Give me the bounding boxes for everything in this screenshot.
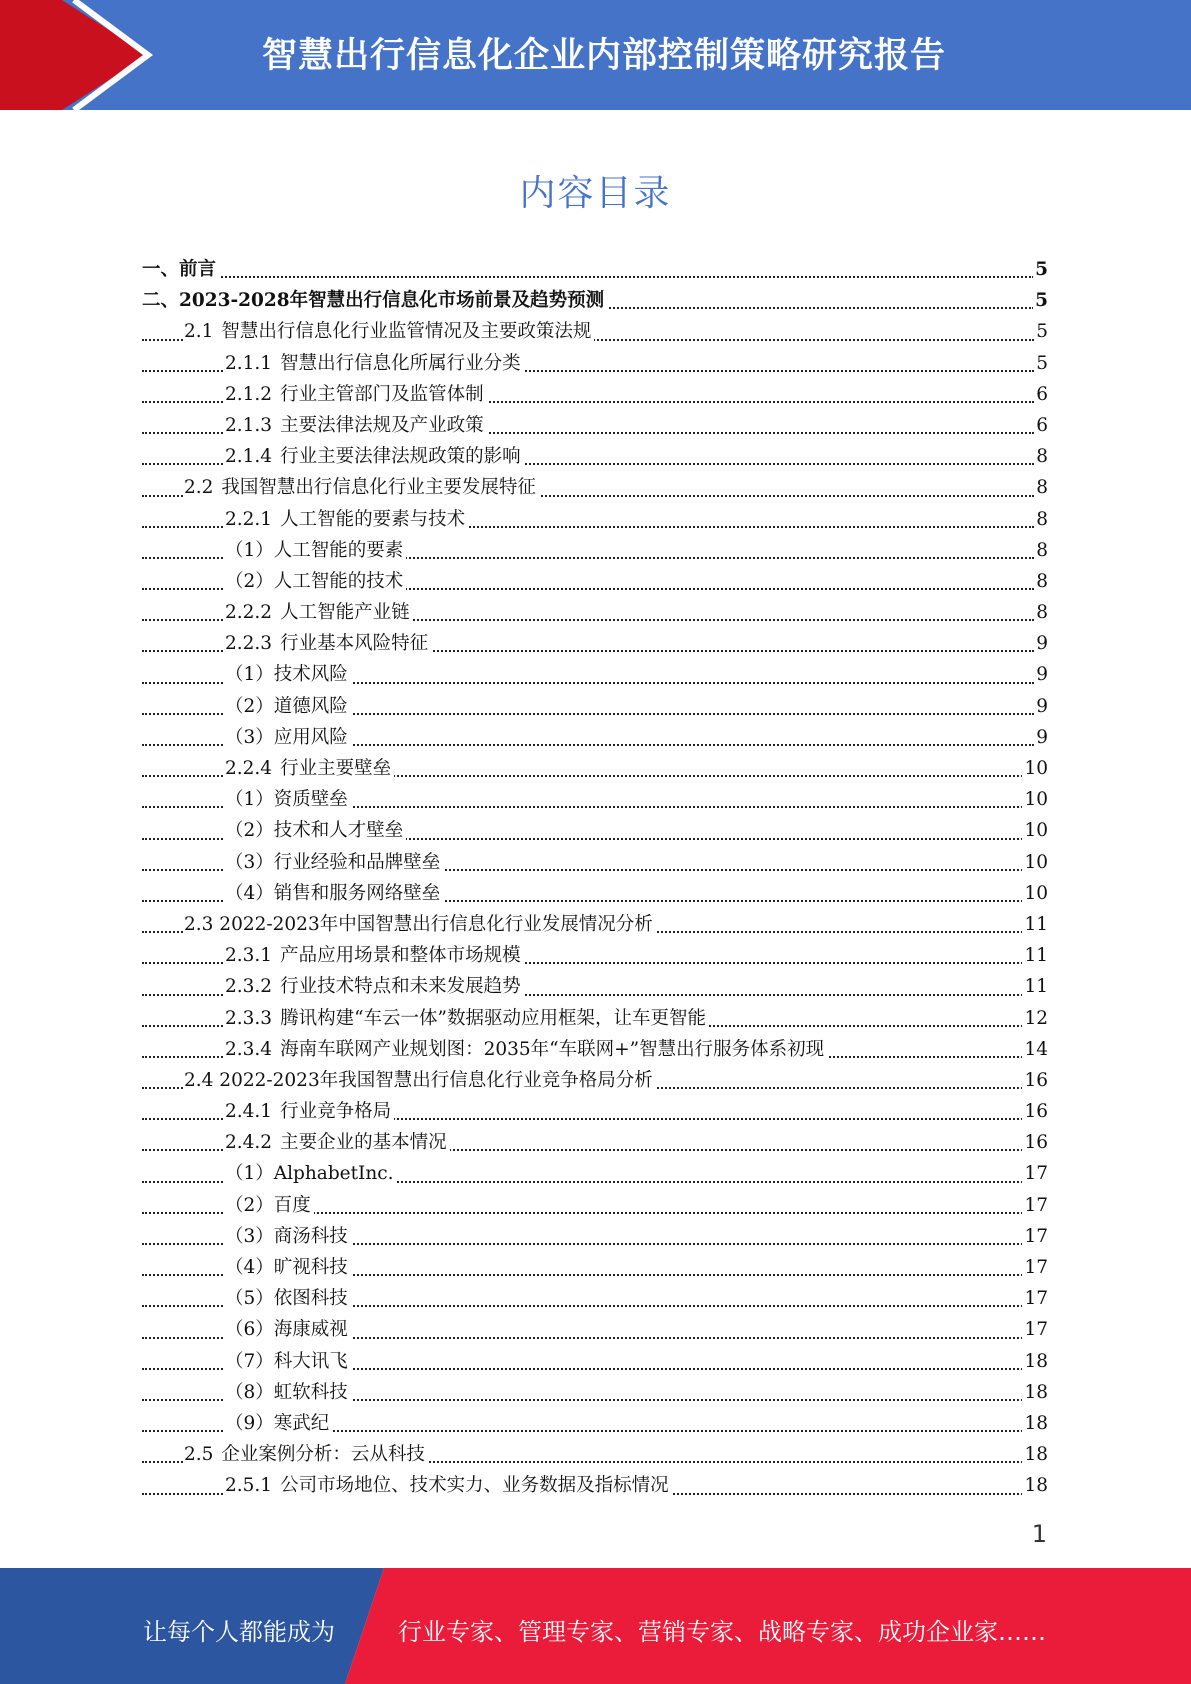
toc-entry-text: （4）旷视科技 <box>225 1257 348 1278</box>
toc-entry-number: 2.1.2 <box>225 383 273 405</box>
toc-entry[interactable] <box>142 1408 1048 1439</box>
toc-entry-number: 2.2.1 <box>225 508 273 530</box>
toc-entry-title <box>184 316 594 347</box>
toc-entry-text: （1）技术风险 <box>225 664 348 686</box>
toc-entry-title <box>225 628 431 659</box>
toc-entry-page: 17 <box>1022 1314 1048 1345</box>
toc-entry-title <box>225 1283 351 1314</box>
toc-entry-number: 2.4.1 <box>225 1101 273 1123</box>
toc-entry-title <box>225 1221 351 1252</box>
toc-entry-text: 腾讯构建“车云一体”数据驱动应用框架，让车更智能 <box>280 1007 706 1029</box>
toc-entry-number: 2.2.4 <box>225 758 273 779</box>
toc-entry-text: 公司市场地位、技术实力、业务数据及指标情况 <box>280 1475 669 1497</box>
toc-entry[interactable] <box>142 878 1048 909</box>
toc-entry[interactable] <box>142 691 1048 722</box>
toc-entry-text: （7）科大讯飞 <box>225 1350 348 1372</box>
toc-entry-text: （2）百度 <box>225 1194 311 1216</box>
toc-entry-page: 17 <box>1022 1190 1048 1221</box>
toc-entry-title <box>225 1127 450 1158</box>
toc-entry[interactable] <box>142 1314 1048 1345</box>
toc-entry-number: 2.2.3 <box>225 633 273 655</box>
toc-entry-page: 16 <box>1022 1096 1048 1127</box>
toc-entry[interactable] <box>142 1190 1048 1221</box>
toc-entry-page: 18 <box>1022 1346 1048 1377</box>
toc-entry-text: 我国智慧出行信息化行业主要发展特征 <box>221 477 536 499</box>
toc-entry-page: 8 <box>1034 504 1048 535</box>
toc-entry-title <box>225 722 351 753</box>
toc-entry-page: 8 <box>1034 441 1048 472</box>
toc-entry-text: 人工智能的要素与技术 <box>280 508 466 530</box>
toc-entry-text: 主要企业的基本情况 <box>280 1132 447 1154</box>
toc-entry[interactable] <box>142 1346 1048 1377</box>
toc-entry-page: 5 <box>1033 254 1048 285</box>
toc-entry-title <box>225 566 406 597</box>
toc-entry[interactable] <box>142 1034 1048 1065</box>
toc-entry-text: 行业主要法律法规政策的影响 <box>280 446 521 468</box>
toc-entry[interactable] <box>142 379 1048 410</box>
toc-entry[interactable] <box>142 535 1048 566</box>
toc-entry-title <box>225 1314 351 1345</box>
toc-entry-text: 主要法律法规及产业政策 <box>280 414 484 436</box>
toc-entry-text: 产品应用场景和整体市场规模 <box>280 945 521 967</box>
toc-entry-page: 11 <box>1022 940 1048 971</box>
toc-entry-page: 12 <box>1022 1003 1048 1034</box>
toc-entry[interactable] <box>142 1252 1048 1283</box>
toc-entry[interactable] <box>142 847 1048 878</box>
toc-entry-title <box>184 472 539 503</box>
toc-entry[interactable] <box>142 1158 1048 1189</box>
toc-entry-text: 智慧出行信息化所属行业分类 <box>280 352 521 374</box>
footer-banner <box>0 1568 1191 1684</box>
toc-entry-title <box>225 878 443 909</box>
toc-entry-title <box>225 1003 709 1034</box>
toc-entry-text: （6）海康威视 <box>225 1319 348 1341</box>
toc-entry-text: 2.4 2022-2023年我国智慧出行信息化行业竞争格局分析 <box>184 1069 653 1091</box>
toc-entry-text: 行业竞争格局 <box>280 1101 392 1123</box>
toc-entry-text: （9）寒武纪 <box>225 1412 330 1434</box>
toc-entry-number: 2.3.3 <box>225 1007 273 1029</box>
toc-entry-title <box>225 1190 314 1221</box>
toc-entry[interactable] <box>142 815 1048 846</box>
toc-entry-text: （2）道德风险 <box>225 695 348 717</box>
toc-entry-title <box>225 1252 351 1283</box>
toc-entry[interactable] <box>142 909 1048 940</box>
toc-entry-page: 8 <box>1034 535 1048 566</box>
toc-entry-text: 行业基本风险特征 <box>280 633 429 655</box>
toc-entry-page: 18 <box>1022 1470 1048 1501</box>
toc-entry-page: 5 <box>1033 285 1048 316</box>
dot-leader <box>142 276 1034 278</box>
toc-entry-text: 行业主要壁垒 <box>280 758 392 779</box>
toc-entry-number: 2.5 <box>184 1444 214 1466</box>
toc-entry-page: 8 <box>1034 566 1048 597</box>
toc-entry[interactable] <box>142 784 1048 815</box>
toc-entry-page: 8 <box>1034 597 1048 628</box>
toc-entry[interactable] <box>142 1127 1048 1158</box>
toc-entry-title <box>184 1065 656 1096</box>
toc-entry-title <box>225 971 524 1002</box>
toc-entry-number: 2.3.1 <box>225 945 273 967</box>
toc-entry-number: 2.1.4 <box>225 446 273 468</box>
header-banner <box>0 0 1191 110</box>
toc-entry-page: 9 <box>1034 628 1048 659</box>
toc-entry-text: 二、2023-2028年智慧出行信息化市场前景及趋势预测 <box>142 290 605 312</box>
toc-entry[interactable] <box>142 722 1048 753</box>
toc-entry-page: 10 <box>1022 847 1048 878</box>
toc-entry[interactable] <box>142 472 1048 503</box>
toc-entry[interactable] <box>142 753 1048 784</box>
toc-entry-text: （2）人工智能的技术 <box>225 570 404 592</box>
toc-entry-number: 2.1.3 <box>225 414 273 436</box>
toc-entry[interactable] <box>142 1439 1048 1470</box>
toc-entry-title <box>225 1408 332 1439</box>
toc-entry-page: 18 <box>1022 1408 1048 1439</box>
toc-entry[interactable] <box>142 940 1048 971</box>
page-number: 1 <box>1031 1520 1047 1548</box>
toc-entry[interactable] <box>142 1283 1048 1314</box>
toc-entry-page: 6 <box>1034 379 1048 410</box>
toc-entry-text: 人工智能产业链 <box>280 602 410 624</box>
toc-entry-text: 海南车联网产业规划图：2035年“车联网+”智慧出行服务体系初现 <box>280 1038 825 1060</box>
toc-entry-page: 11 <box>1022 909 1048 940</box>
toc-entry-page: 10 <box>1022 878 1048 909</box>
toc-entry-page: 9 <box>1034 691 1048 722</box>
toc-entry-text: 行业主管部门及监管体制 <box>280 383 484 405</box>
toc-entry-title <box>184 909 656 940</box>
toc-entry[interactable] <box>142 1377 1048 1408</box>
toc-entry-title <box>225 1377 351 1408</box>
toc-entry-number: 2.5.1 <box>225 1475 273 1497</box>
toc-entry-title <box>225 1346 351 1377</box>
toc-entry-text: （3）行业经验和品牌壁垒 <box>225 851 441 873</box>
toc-entry-text: （8）虹软科技 <box>225 1381 348 1403</box>
toc-entry-title <box>184 1439 428 1470</box>
toc-entry-title <box>225 535 406 566</box>
toc-entry-title <box>225 815 406 846</box>
toc-entry[interactable] <box>142 1221 1048 1252</box>
toc-entry-title <box>225 441 524 472</box>
toc-entry-number: 2.2 <box>184 477 214 499</box>
toc-entry-title <box>225 691 351 722</box>
toc-entry-number: 2.2.2 <box>225 602 273 624</box>
toc-entry-title <box>225 504 468 535</box>
toc-entry-title <box>225 784 351 815</box>
toc-entry-text: （3）应用风险 <box>225 726 348 748</box>
toc-entry-page: 10 <box>1022 784 1048 815</box>
table-of-contents <box>142 254 1048 1502</box>
toc-entry-title <box>142 254 219 285</box>
toc-entry-page: 9 <box>1034 659 1048 690</box>
toc-entry-text: （2）技术和人才壁垒 <box>225 820 404 842</box>
toc-entry-page: 8 <box>1034 472 1048 503</box>
toc-entry-title <box>225 379 487 410</box>
toc-entry-number: 2.1.1 <box>225 352 273 374</box>
toc-entry-text: 企业案例分析：云从科技 <box>221 1444 425 1466</box>
report-title: 智慧出行信息化企业内部控制策略研究报告 <box>262 36 947 76</box>
toc-entry-title <box>225 1470 672 1501</box>
toc-entry-page: 17 <box>1022 1252 1048 1283</box>
toc-entry-page: 10 <box>1022 815 1048 846</box>
toc-entry-page: 17 <box>1022 1283 1048 1314</box>
toc-entry-text: （4）销售和服务网络壁垒 <box>225 882 441 904</box>
toc-entry-page: 14 <box>1022 1034 1048 1065</box>
toc-entry-page: 11 <box>1022 971 1048 1002</box>
toc-entry[interactable] <box>142 254 1048 285</box>
toc-entry[interactable] <box>142 504 1048 535</box>
toc-entry-page: 18 <box>1022 1439 1048 1470</box>
toc-entry[interactable] <box>142 1003 1048 1034</box>
toc-entry-title <box>225 1096 394 1127</box>
toc-entry-text: 行业技术特点和未来发展趋势 <box>280 976 521 998</box>
toc-entry-title <box>225 940 524 971</box>
toc-entry-number: 2.3.2 <box>225 976 273 998</box>
toc-entry[interactable] <box>142 628 1048 659</box>
toc-entry[interactable] <box>142 1470 1048 1501</box>
toc-entry-page: 16 <box>1022 1065 1048 1096</box>
toc-entry-text: （5）依图科技 <box>225 1288 348 1310</box>
toc-entry-text: 一、前言 <box>142 259 217 280</box>
toc-entry[interactable] <box>142 566 1048 597</box>
toc-entry-page: 6 <box>1034 410 1048 441</box>
toc-entry-page: 9 <box>1034 722 1048 753</box>
toc-entry[interactable] <box>142 441 1048 472</box>
toc-entry[interactable] <box>142 410 1048 441</box>
toc-entry-title <box>142 285 607 316</box>
toc-entry-title <box>225 410 487 441</box>
toc-heading: 内容目录 <box>519 173 672 214</box>
toc-entry-title <box>225 753 394 784</box>
toc-entry-page: 10 <box>1022 753 1048 784</box>
toc-entry-number: 2.1 <box>184 321 214 343</box>
toc-entry[interactable] <box>142 1065 1048 1096</box>
toc-entry-page: 16 <box>1022 1127 1048 1158</box>
toc-entry-number: 2.4.2 <box>225 1132 273 1154</box>
toc-entry-page: 5 <box>1034 316 1048 347</box>
toc-entry-text: 2.3 2022-2023年中国智慧出行信息化行业发展情况分析 <box>184 913 653 935</box>
toc-entry-title <box>225 847 443 878</box>
toc-entry[interactable] <box>142 1096 1048 1127</box>
toc-entry-title <box>225 659 351 690</box>
toc-entry-title <box>225 1158 397 1189</box>
toc-entry-text: （3）商汤科技 <box>225 1225 348 1247</box>
toc-entry-page: 18 <box>1022 1377 1048 1408</box>
toc-entry-title <box>225 348 524 379</box>
footer-slogan: 让每个人都能成为 <box>143 1618 335 1646</box>
toc-entry[interactable] <box>142 659 1048 690</box>
toc-entry[interactable] <box>142 597 1048 628</box>
toc-entry-page: 17 <box>1022 1221 1048 1252</box>
toc-entry[interactable] <box>142 348 1048 379</box>
toc-entry-page: 5 <box>1034 348 1048 379</box>
toc-entry-number: 2.3.4 <box>225 1038 273 1060</box>
toc-entry-title <box>225 1034 827 1065</box>
toc-entry[interactable] <box>142 285 1048 316</box>
footer-tagline: 行业专家、管理专家、营销专家、战略专家、成功企业家…… <box>398 1618 1046 1646</box>
toc-entry-text: 智慧出行信息化行业监管情况及主要政策法规 <box>221 321 592 343</box>
toc-entry-text: （1）AlphabetInc. <box>225 1163 394 1185</box>
toc-entry[interactable] <box>142 971 1048 1002</box>
toc-entry-title <box>225 597 413 628</box>
toc-entry[interactable] <box>142 316 1048 347</box>
toc-entry-text: （1）资质壁垒 <box>225 789 348 811</box>
toc-entry-text: （1）人工智能的要素 <box>225 539 404 561</box>
toc-entry-page: 17 <box>1022 1158 1048 1189</box>
